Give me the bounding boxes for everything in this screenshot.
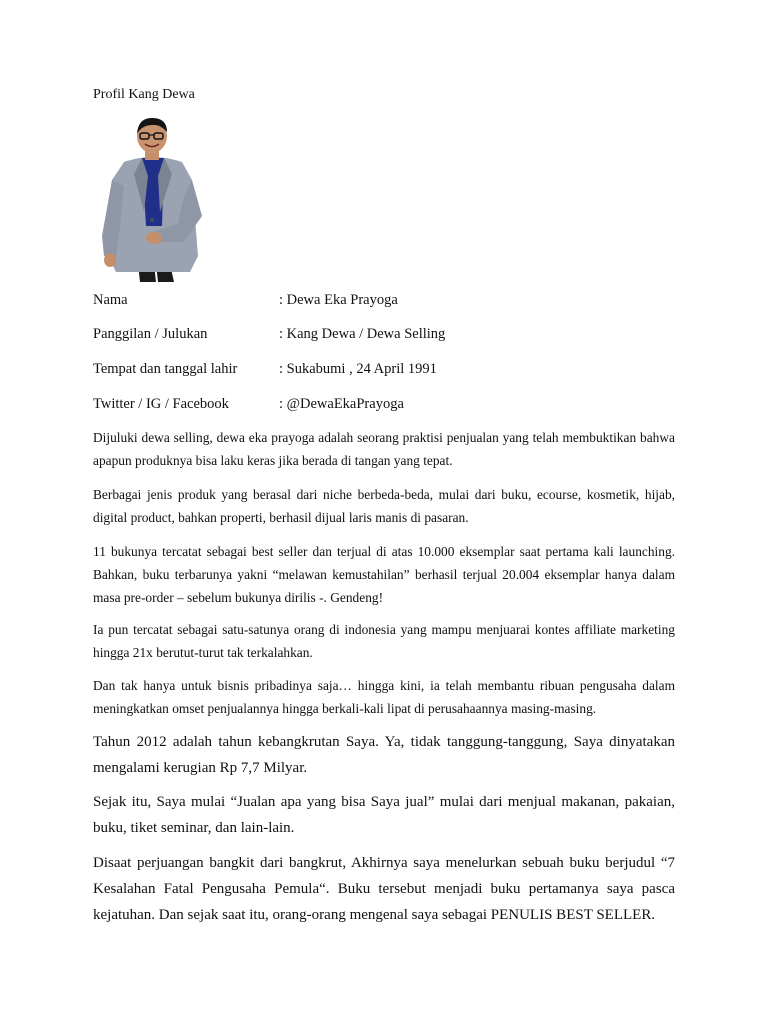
info-label: Tempat dan tanggal lahir <box>93 361 238 377</box>
info-value: : Dewa Eka Prayoga <box>279 292 398 308</box>
paragraph: Disaat perjuangan bangkit dari bangkrut, Akhirnya saya menelurkan sebuah buku berjudul “7 Kesalahan Fatal Pengusaha Pemula“. Buku tersebut menjadi buku pertamanya saya pasca kejatuhan. Dan sejak saat itu, orang-orang mengenal saya sebagai PENULIS BEST SELLER. <box>93 855 675 923</box>
paragraph: Sejak itu, Saya mulai “Jualan apa yang bisa Saya jual” mulai dari menjual makanan, pakaian, buku, tiket seminar, dan lain-lain. <box>93 794 675 836</box>
info-value: : Kang Dewa / Dewa Selling <box>279 326 446 342</box>
paragraph: Berbagai jenis produk yang berasal dari niche berbeda-beda, mulai dari buku, ecourse, kosmetik, hijab, digital product, bahkan properti, berhasil dijual laris manis di pasaran. <box>93 487 675 525</box>
info-value: : @DewaEkaPrayoga <box>279 396 404 412</box>
paragraph: Ia pun tercatat sebagai satu-satunya orang di indonesia yang mampu menjuarai kontes affiliate marketing hingga 21x berutut-turut tak terkalahkan. <box>93 622 675 660</box>
paragraph: Dan tak hanya untuk bisnis pribadinya saja… hingga kini, ia telah membantu ribuan pengusaha dalam meningkatkan omset penjualannya hingga berkali-kali lipat di perusahaannya masing-masing. <box>93 678 675 716</box>
profile-photo <box>94 116 210 282</box>
info-value: : Sukabumi , 24 April 1991 <box>279 361 437 377</box>
paragraph: 11 bukunya tercatat sebagai best seller dan terjual di atas 10.000 eksemplar saat pertama kali launching. Bahkan, buku terbarunya yakni “melawan kemustahilan” berhasil terjual 20.004 eksemplar hanya dalam masa pre-order – sebelum bukunya dirilis -. Gendeng! <box>93 544 675 605</box>
document-title: Profil Kang Dewa <box>93 87 195 102</box>
info-label: Nama <box>93 292 128 308</box>
paragraph: Dijuluki dewa selling, dewa eka prayoga adalah seorang praktisi penjualan yang telah membuktikan bahwa apapun produknya bisa laku keras jika berada di tangan yang tepat. <box>93 430 675 468</box>
info-label: Twitter / IG / Facebook <box>93 396 229 412</box>
paragraph: Tahun 2012 adalah tahun kebangkrutan Saya. Ya, tidak tanggung-tanggung, Saya dinyatakan mengalami kerugian Rp 7,7 Milyar. <box>93 734 675 776</box>
info-label: Panggilan / Julukan <box>93 326 208 342</box>
